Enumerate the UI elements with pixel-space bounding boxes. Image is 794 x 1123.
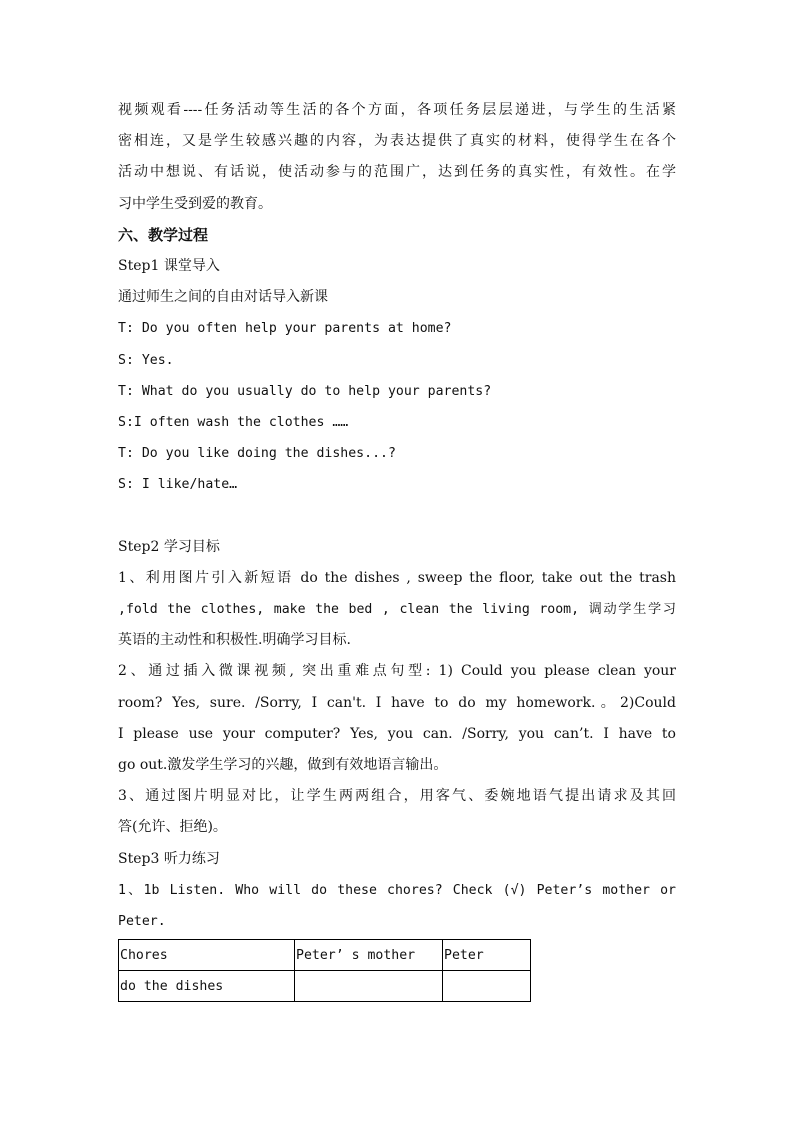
section-heading: 六、教学过程 <box>118 225 209 244</box>
step2-item3-line-2: 答(允许、拒绝)。 <box>118 819 227 836</box>
step1-desc: 通过师生之间的自由对话导入新课 <box>118 289 328 306</box>
table-header-row <box>119 940 531 971</box>
document-body <box>118 95 676 1002</box>
step2-item1-line-2: ,fold the clothes, make the bed , clean the living room, 调动学生学习 <box>118 602 676 617</box>
dialogue-line-3: T: What do you usually do to help your parents? <box>118 383 492 399</box>
step2-title: Step2 学习目标 <box>118 538 220 555</box>
table-cell: do the dishes <box>119 971 295 1002</box>
intro-line-3: 活动中想说、有话说，使活动参与的范围广，达到任务的真实性，有效性。在学 <box>118 164 676 181</box>
step3-instruction-line-2: Peter. <box>118 913 166 929</box>
dialogue-line-4: S:I often wash the clothes …… <box>118 414 349 430</box>
table-cell <box>295 971 443 1002</box>
step2-item1-line-3: 英语的主动性和积极性.明确学习目标. <box>118 632 351 649</box>
dialogue-line-5: T: Do you like doing the dishes...? <box>118 446 396 462</box>
step1-title: Step1 课堂导入 <box>118 257 220 274</box>
table-header-cell: Chores <box>119 940 295 971</box>
step2-item1-line-1: 1、利用图片引入新短语 do the dishes , sweep the floor, take out the trash <box>118 569 676 586</box>
chores-table <box>118 939 531 1002</box>
step2-item2-line-3: I please use your computer? Yes, you can. /Sorry, you can’t. I have to <box>118 725 676 742</box>
dialogue-line-1: T: Do you often help your parents at home? <box>118 321 452 337</box>
blank-line <box>118 500 676 531</box>
step3-title: Step3 听力练习 <box>118 850 220 867</box>
intro-line-1: 视频观看----任务活动等生活的各个方面，各项任务层层递进，与学生的生活紧 <box>118 102 676 118</box>
step2-item2-line-2: room? Yes, sure. /Sorry, I can't. I have to do my homework.。2)Could <box>118 694 676 711</box>
dialogue-line-6: S: I like/hate… <box>118 477 238 493</box>
intro-line-2: 密相连，又是学生较感兴趣的内容，为表达提供了真实的材料，使得学生在各个 <box>118 133 676 150</box>
table-header-cell: Peter <box>443 940 531 971</box>
dialogue-line-2: S: Yes. <box>118 352 174 368</box>
step2-item3-line-1: 3、通过图片明显对比，让学生两两组合，用客气、委婉地语气提出请求及其回 <box>118 788 676 805</box>
step2-item2-line-1: 2、通过插入微课视频, 突出重难点句型: 1) Could you please clean your <box>118 663 676 680</box>
table-header-cell: Peter’ s mother <box>295 940 443 971</box>
intro-line-4: 习中学生受到爱的教育。 <box>118 195 272 212</box>
step3-instruction-line-1: 1、1b Listen. Who will do these chores? Check (√) Peter’s mother or <box>118 882 676 898</box>
table-cell <box>443 971 531 1002</box>
table-row <box>119 971 531 1002</box>
step2-item2-line-4: go out.激发学生学习的兴趣，做到有效地语言输出。 <box>118 756 448 773</box>
